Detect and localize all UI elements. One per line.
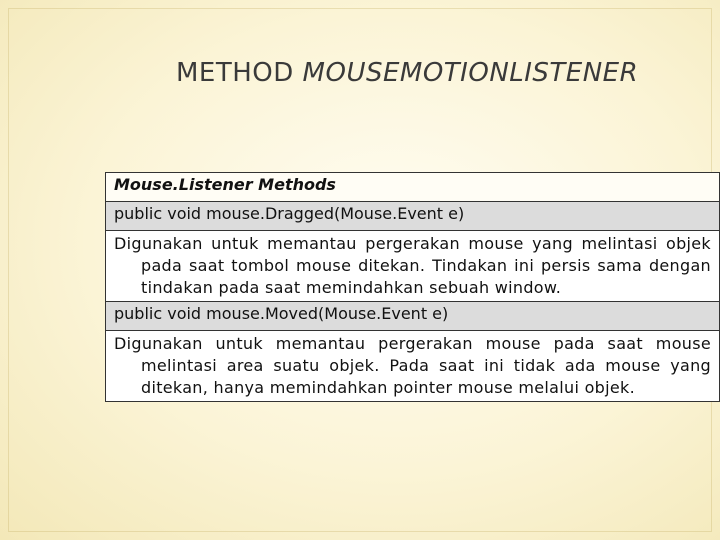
- slide-title: [176, 58, 638, 88]
- method-signature-moved: public void mouse.Moved(Mouse.Event e): [106, 302, 720, 331]
- table-header-cell: Mouse.Listener Methods: [106, 173, 720, 202]
- table-row-description: [106, 231, 720, 302]
- table-header-row: [106, 173, 720, 202]
- method-signature-dragged: public void mouse.Dragged(Mouse.Event e): [106, 202, 720, 231]
- slide-title-prefix: METHOD: [176, 58, 303, 88]
- methods-table: [105, 172, 720, 402]
- slide-title-emphasis: MOUSEMOTIONLISTENER: [302, 58, 639, 88]
- table-row-method: [106, 202, 720, 231]
- table-row-method: [106, 302, 720, 331]
- table-row-description: [106, 331, 720, 402]
- method-description-dragged: Digunakan untuk memantau pergerakan mouse yang melintasi objek pada saat tombol mouse ditekan. Tindakan ini persis sama dengan tindakan pada saat memindahkan sebuah window.: [106, 231, 720, 302]
- method-description-moved: Digunakan untuk memantau pergerakan mouse pada saat mouse melintasi area suatu objek. Pada saat ini tidak ada mouse yang ditekan, hanya memindahkan pointer mouse melalui objek.: [106, 331, 720, 402]
